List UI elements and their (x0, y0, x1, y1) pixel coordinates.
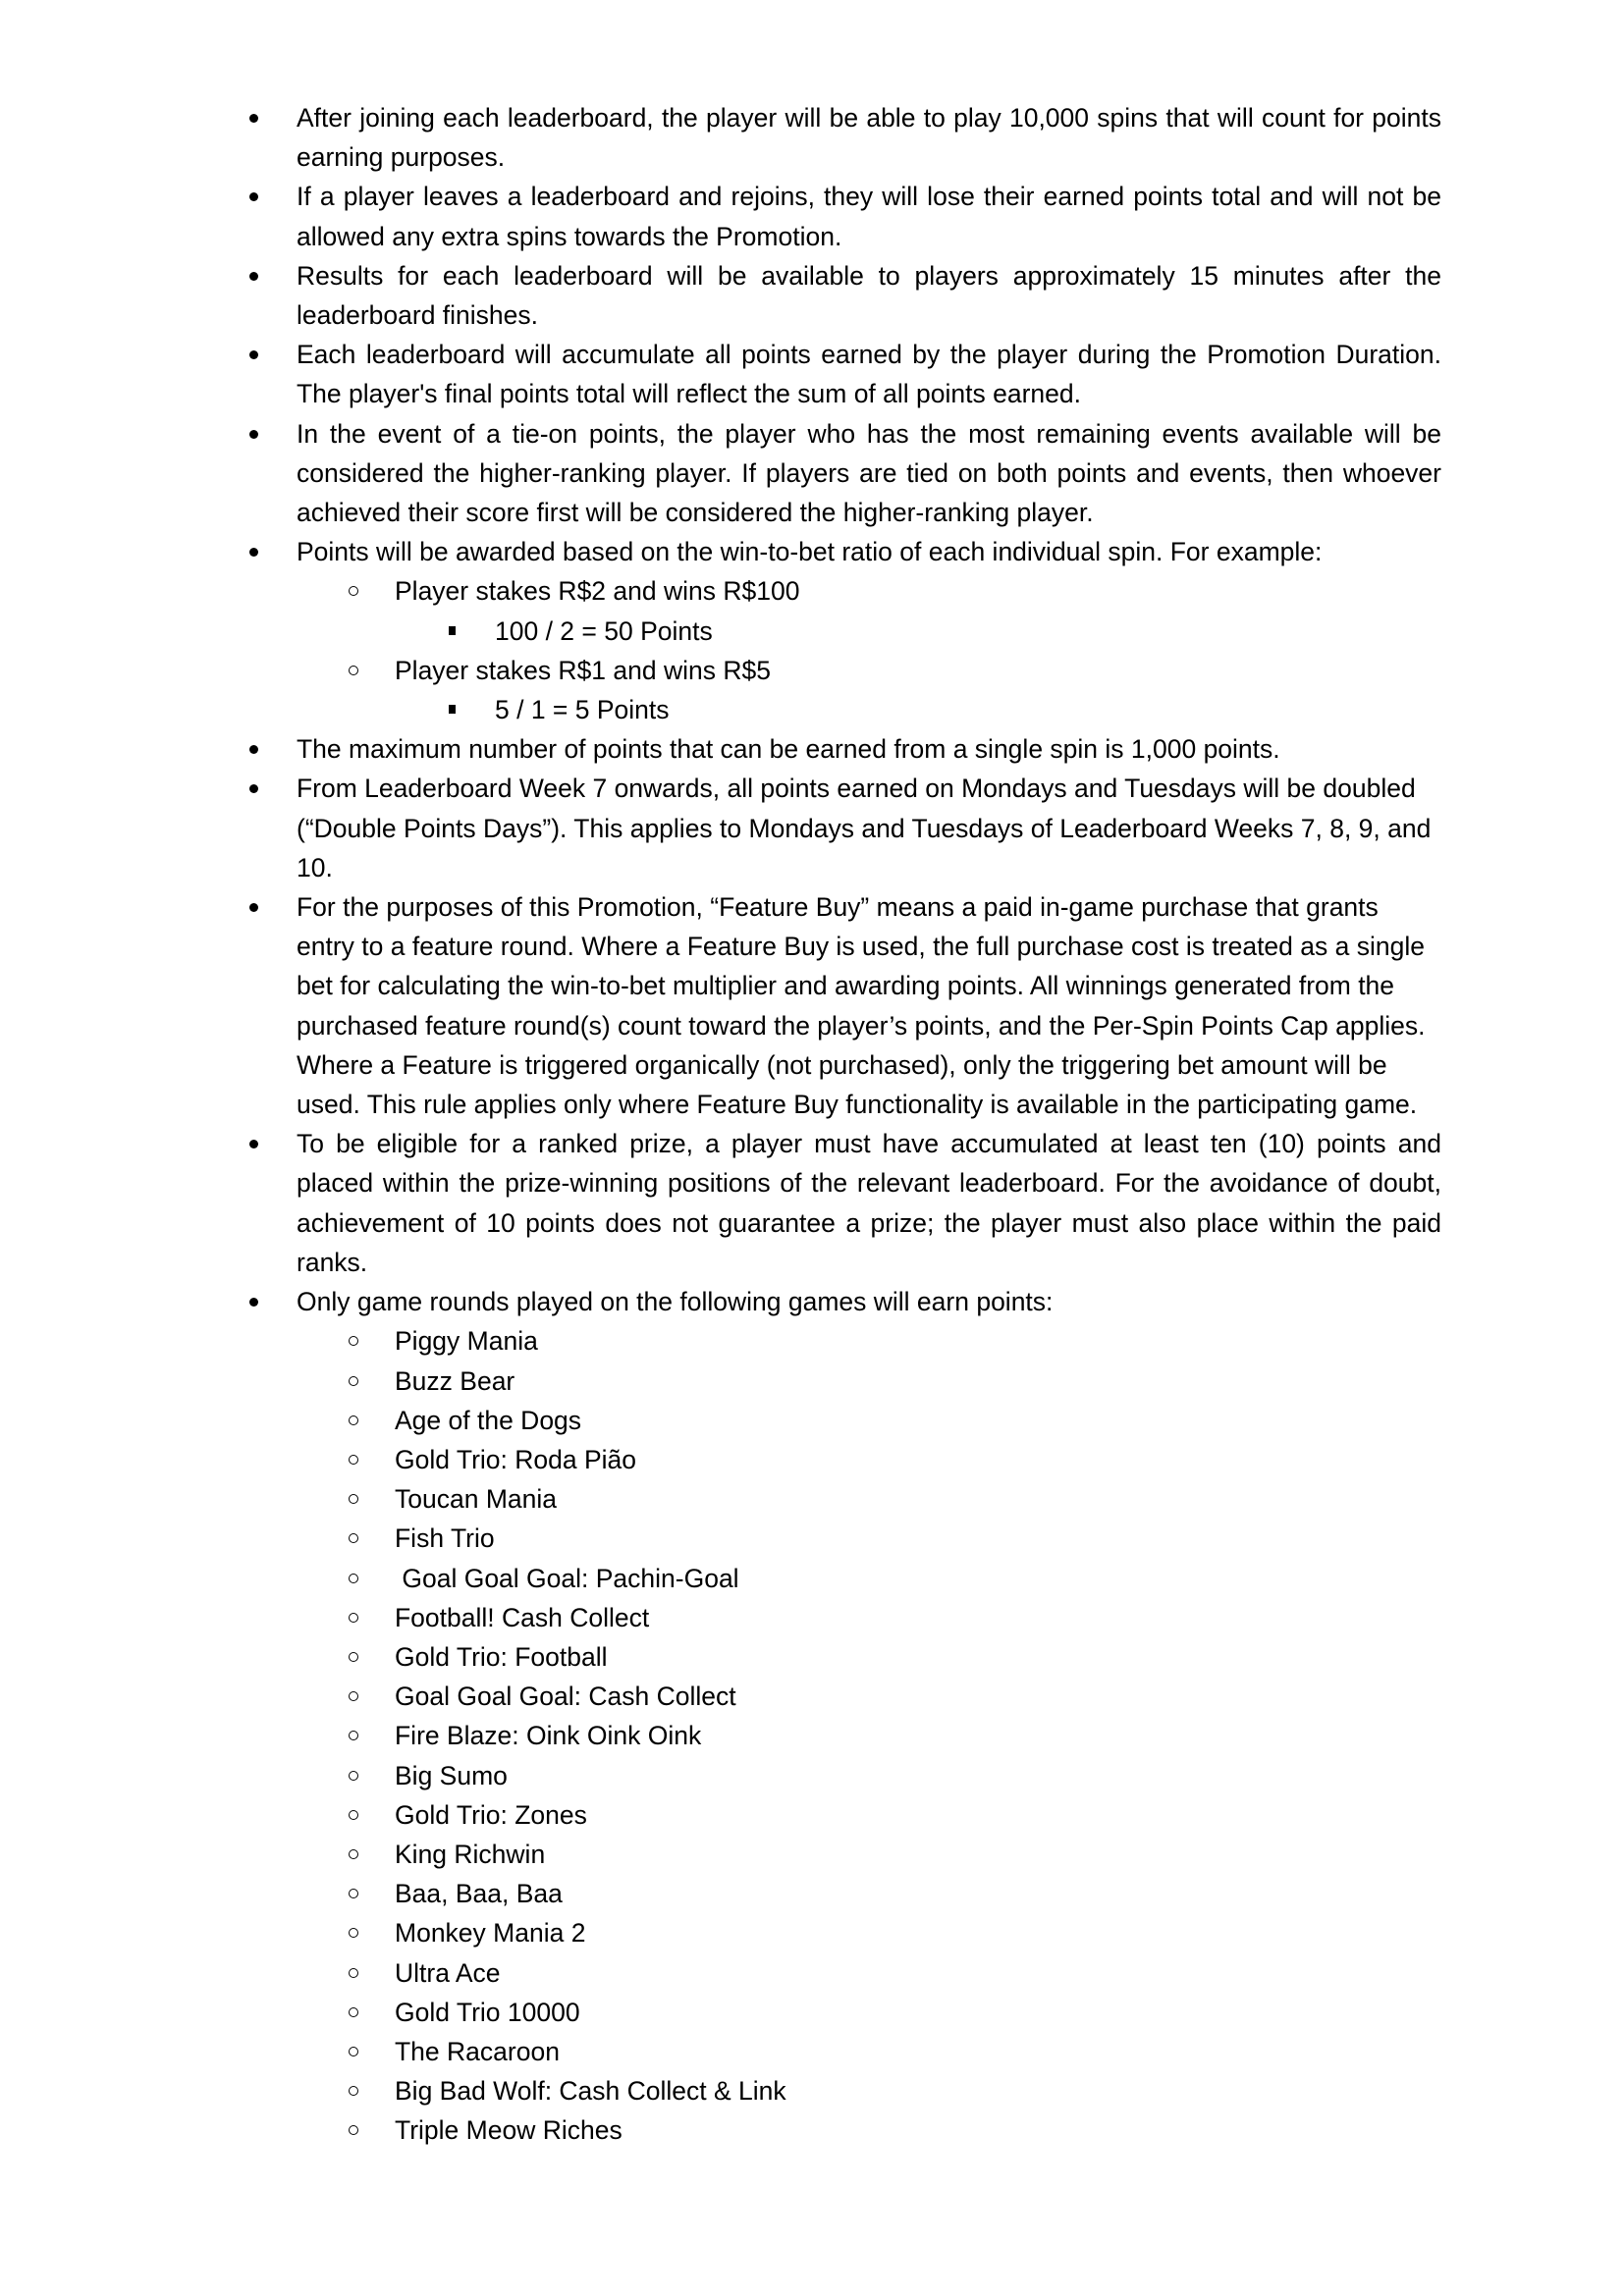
bullet-circle-icon (349, 1810, 358, 1820)
game-name: Age of the Dogs (395, 1405, 582, 1435)
bullet-circle-icon (349, 1376, 358, 1386)
game-name: Gold Trio: Zones (395, 1799, 587, 1830)
calculation-text: 5 / 1 = 5 Points (495, 695, 670, 725)
game-name: Fish Trio (395, 1523, 495, 1554)
game-item (297, 1362, 1441, 1401)
game-name: Big Bad Wolf: Cash Collect & Link (395, 2076, 786, 2107)
calculation-list (395, 690, 1441, 729)
game-name: Goal Goal Goal: Cash Collect (395, 1682, 736, 1712)
example-item (297, 651, 1441, 729)
game-item (297, 2071, 1441, 2110)
rule-text: For the purposes of this Promotion, “Feature Buy” means a paid in-game purchase that grants entry to a feature round. Where a Feature Buy is used, the full purchase cost is treated as a single bet for calculating the win-to-bet multiplier and awarding points. All winnings generated from the purchased feature round(s) count toward the player’s points, and the Per-Spin Points Cap applies. Where a Feature is triggered organically (not purchased), only the triggering bet amount will be used. This rule applies only where Feature Buy functionality is available in the participating game. (297, 892, 1426, 1120)
examples-list (297, 571, 1441, 729)
game-name: Football! Cash Collect (395, 1602, 650, 1632)
game-name: Triple Meow Riches (395, 2115, 623, 2146)
bullet-disc-icon (249, 192, 258, 201)
bullet-circle-icon (349, 1968, 358, 1978)
rule-item (245, 414, 1441, 533)
game-item (297, 1716, 1441, 1755)
bullet-circle-icon (349, 1771, 358, 1781)
game-item (297, 1835, 1441, 1874)
game-item (297, 1756, 1441, 1795)
game-item (297, 1401, 1441, 1440)
game-item (297, 1559, 1441, 1598)
game-item (297, 1953, 1441, 1993)
bullet-disc-icon (249, 114, 258, 123)
game-item (297, 2032, 1441, 2071)
bullet-circle-icon (349, 1494, 358, 1504)
game-name: Goal Goal Goal: Pachin-Goal (395, 1563, 739, 1593)
bullet-circle-icon (349, 1613, 358, 1623)
bullet-circle-icon (349, 666, 358, 675)
game-name: Baa, Baa, Baa (395, 1879, 563, 1909)
rule-item (245, 335, 1441, 413)
game-name: Ultra Ace (395, 1957, 501, 1988)
rule-item (245, 887, 1441, 1124)
bullet-circle-icon (349, 1455, 358, 1465)
example-text: Player stakes R$1 and wins R$5 (395, 655, 771, 685)
games-list (297, 1321, 1441, 2150)
rule-text: In the event of a tie-on points, the player who has the most remaining events available will be considered the higher-ranking player. If players are tied on both points and events, then whoever achieved their score first will be considered the higher-ranking player. (297, 418, 1441, 528)
bullet-circle-icon (349, 2047, 358, 2056)
bullet-circle-icon (349, 2125, 358, 2135)
bullet-disc-icon (249, 1298, 258, 1307)
game-item (297, 1321, 1441, 1361)
game-item (297, 1519, 1441, 1558)
game-item (297, 1913, 1441, 1952)
rule-item (245, 769, 1441, 887)
game-name: Toucan Mania (395, 1484, 557, 1515)
game-item (297, 2110, 1441, 2150)
bullet-circle-icon (349, 1574, 358, 1583)
game-name: Monkey Mania 2 (395, 1918, 586, 1949)
rule-text: After joining each leaderboard, the player will be able to play 10,000 spins that will count for points earning purposes. (297, 103, 1441, 173)
bullet-disc-icon (249, 430, 258, 439)
bullet-circle-icon (349, 586, 358, 596)
document-content (245, 98, 1441, 2151)
calculation-item (395, 690, 1441, 729)
game-name: Gold Trio 10000 (395, 1997, 580, 2027)
bullet-circle-icon (349, 2086, 358, 2096)
bullet-disc-icon (249, 1140, 258, 1148)
bullet-circle-icon (349, 1652, 358, 1662)
rule-text: Only game rounds played on the following games will earn points: (297, 1287, 1054, 1317)
bullet-circle-icon (349, 1533, 358, 1543)
game-name: The Racaroon (395, 2036, 560, 2066)
rule-item (245, 1124, 1441, 1282)
game-item (297, 1479, 1441, 1519)
bullet-square-icon (449, 705, 456, 714)
bullet-disc-icon (249, 784, 258, 793)
bullet-disc-icon (249, 350, 258, 359)
calculation-item (395, 612, 1441, 651)
example-item (297, 571, 1441, 650)
game-item (297, 1795, 1441, 1835)
bullet-square-icon (449, 626, 456, 635)
rule-item (245, 98, 1441, 177)
bullet-circle-icon (349, 2007, 358, 2017)
rule-text: Each leaderboard will accumulate all points earned by the player during the Promotion Duration. The player's final points total will reflect the sum of all points earned. (297, 340, 1441, 409)
game-item (297, 1993, 1441, 2032)
rule-item-eligible-games (245, 1282, 1441, 2150)
bullet-circle-icon (349, 1691, 358, 1701)
bullet-circle-icon (349, 1336, 358, 1346)
game-name: Gold Trio: Roda Pião (395, 1444, 636, 1474)
game-name: Gold Trio: Football (395, 1641, 608, 1672)
game-name: Buzz Bear (395, 1365, 515, 1396)
bullet-circle-icon (349, 1849, 358, 1859)
bullet-circle-icon (349, 1889, 358, 1898)
bullet-disc-icon (249, 745, 258, 754)
rule-text: Results for each leaderboard will be available to players approximately 15 minutes after the leaderboard finishes. (297, 260, 1441, 331)
bullet-disc-icon (249, 272, 258, 281)
rules-list (245, 98, 1441, 2151)
rule-text: If a player leaves a leaderboard and rejoins, they will lose their earned points total and will not be allowed any extra spins towards the Promotion. (297, 182, 1441, 251)
game-name: Big Sumo (395, 1760, 508, 1790)
rule-text: Points will be awarded based on the win-to-bet ratio of each individual spin. For example: (297, 537, 1323, 567)
game-item (297, 1637, 1441, 1677)
game-name: King Richwin (395, 1839, 546, 1869)
rule-text: The maximum number of points that can be earned from a single spin is 1,000 points. (297, 734, 1280, 765)
rule-item-points-example (245, 532, 1441, 729)
game-name: Piggy Mania (395, 1326, 538, 1357)
rule-text: From Leaderboard Week 7 onwards, all points earned on Mondays and Tuesdays will be doubled (“Double Points Days”). This applies to Mondays and Tuesdays of Leaderboard Weeks 7, 8, 9, and 10. (297, 774, 1432, 882)
rule-item (245, 256, 1441, 335)
game-item (297, 1598, 1441, 1637)
calculation-list (395, 612, 1441, 651)
bullet-disc-icon (249, 548, 258, 557)
calculation-text: 100 / 2 = 50 Points (495, 615, 713, 646)
bullet-circle-icon (349, 1928, 358, 1938)
rule-text: To be eligible for a ranked prize, a player must have accumulated at least ten (10) points and placed within the prize-winning positions of the relevant leaderboard. For the avoidance of doubt, achievement of 10 points does not guarantee a prize; the player must also place within the paid ranks. (297, 1129, 1441, 1277)
game-item (297, 1677, 1441, 1716)
game-item (297, 1440, 1441, 1479)
rule-item (245, 729, 1441, 769)
bullet-circle-icon (349, 1731, 358, 1740)
game-item (297, 1874, 1441, 1913)
bullet-circle-icon (349, 1415, 358, 1425)
example-text: Player stakes R$2 and wins R$100 (395, 576, 800, 607)
game-name: Fire Blaze: Oink Oink Oink (395, 1721, 702, 1751)
bullet-disc-icon (249, 903, 258, 912)
rule-item (245, 177, 1441, 255)
